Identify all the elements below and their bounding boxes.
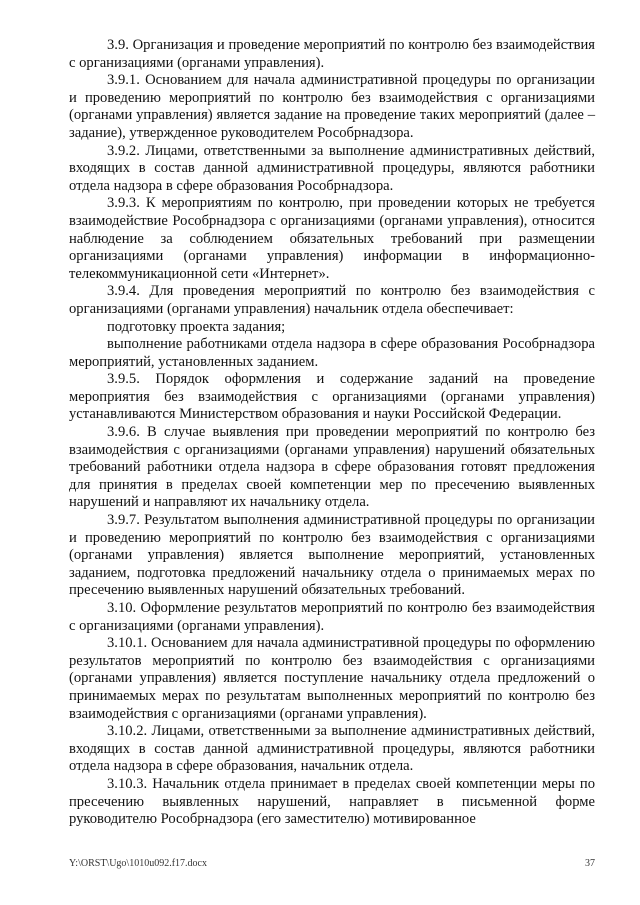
paragraph-3-9: 3.9. Организация и проведение мероприятий по контролю без взаимодействия с организациями (органами управления). (69, 37, 595, 71)
document-body (69, 37, 595, 829)
paragraph-3-9-3: 3.9.3. К мероприятиям по контролю, при проведении которых не требуется взаимодействие Рособрнадзора с организациями (органами управления), относится наблюдение за соблюдением обязательных требований при размещении организациями (органами управления) информации в информационно-телекоммуникационной сети «Интернет». (69, 195, 595, 282)
paragraph-3-10-3: 3.10.3. Начальник отдела принимает в пределах своей компетенции меры по пресечению выявленных нарушений, направляет в письменной форме руководителю Рособрнадзора (его заместителю) мотивированное (69, 775, 595, 828)
paragraph-3-10-2: 3.10.2. Лицами, ответственными за выполнение административных действий, входящих в состав данной административной процедуры, являются работники отдела надзора в сфере образования, начальник отдела. (69, 723, 595, 775)
paragraph-3-9-2: 3.9.2. Лицами, ответственными за выполнение административных действий, входящих в состав данной административной процедуры, являются работники отдела надзора в сфере образования Рособрнадзора. (69, 142, 595, 194)
footer-page-number: 37 (585, 858, 595, 869)
paragraph-3-9-6: 3.9.6. В случае выявления при проведении мероприятий по контролю без взаимодействия с организациями (органами управления) нарушений обязательных требований работники отдела надзора в сфере образования готовят предложения для принятия в пределах своей компетенции мер по пресечению выявленных нарушений и направляют их начальнику отдела. (69, 424, 595, 511)
paragraph-3-9-1: 3.9.1. Основанием для начала административной процедуры по организации и проведению мероприятий по контролю без взаимодействия с организациями (органами управления) является задание на проведение таких мероприятий (далее – задание), утвержденное руководителем Рособрнадзора. (69, 72, 595, 141)
paragraph-3-9-4-item-1: подготовку проекта задания; (107, 318, 286, 335)
paragraph-3-9-7: 3.9.7. Результатом выполнения административной процедуры по организации и проведению мероприятий по контролю без взаимодействия с организациями (органами управления) является выполнение мероприятий, установленных заданием, подготовка предложений начальнику отдела о принимаемых мерах по пресечению выявленных нарушений обязательных требований. (69, 512, 595, 599)
paragraph-3-9-4-item-2: выполнение работниками отдела надзора в сфере образования Рособрнадзора мероприятий, установленных заданием. (69, 336, 595, 370)
paragraph-3-9-4: 3.9.4. Для проведения мероприятий по контролю без взаимодействия с организациями (органами управления) начальник отдела обеспечивает: (69, 283, 595, 317)
footer-file-path: Y:\ORST\Ugo\1010u092.f17.docx (69, 858, 207, 869)
paragraph-3-10-1: 3.10.1. Основанием для начала административной процедуры по оформлению результатов мероприятий по контролю без взаимодействия с организациями (органами управления) является поступление начальнику отдела предложений о принимаемых мерах по результатам выполненных мероприятий по контролю без взаимодействия с организациями (органами управления). (69, 635, 595, 722)
paragraph-3-9-5: 3.9.5. Порядок оформления и содержание заданий на проведение мероприятия без взаимодействия с организациями (органами управления) устанавливаются Министерством образования и науки Российской Федерации. (69, 371, 595, 423)
paragraph-3-10: 3.10. Оформление результатов мероприятий по контролю без взаимодействия с организациями (органами управления). (69, 600, 595, 634)
